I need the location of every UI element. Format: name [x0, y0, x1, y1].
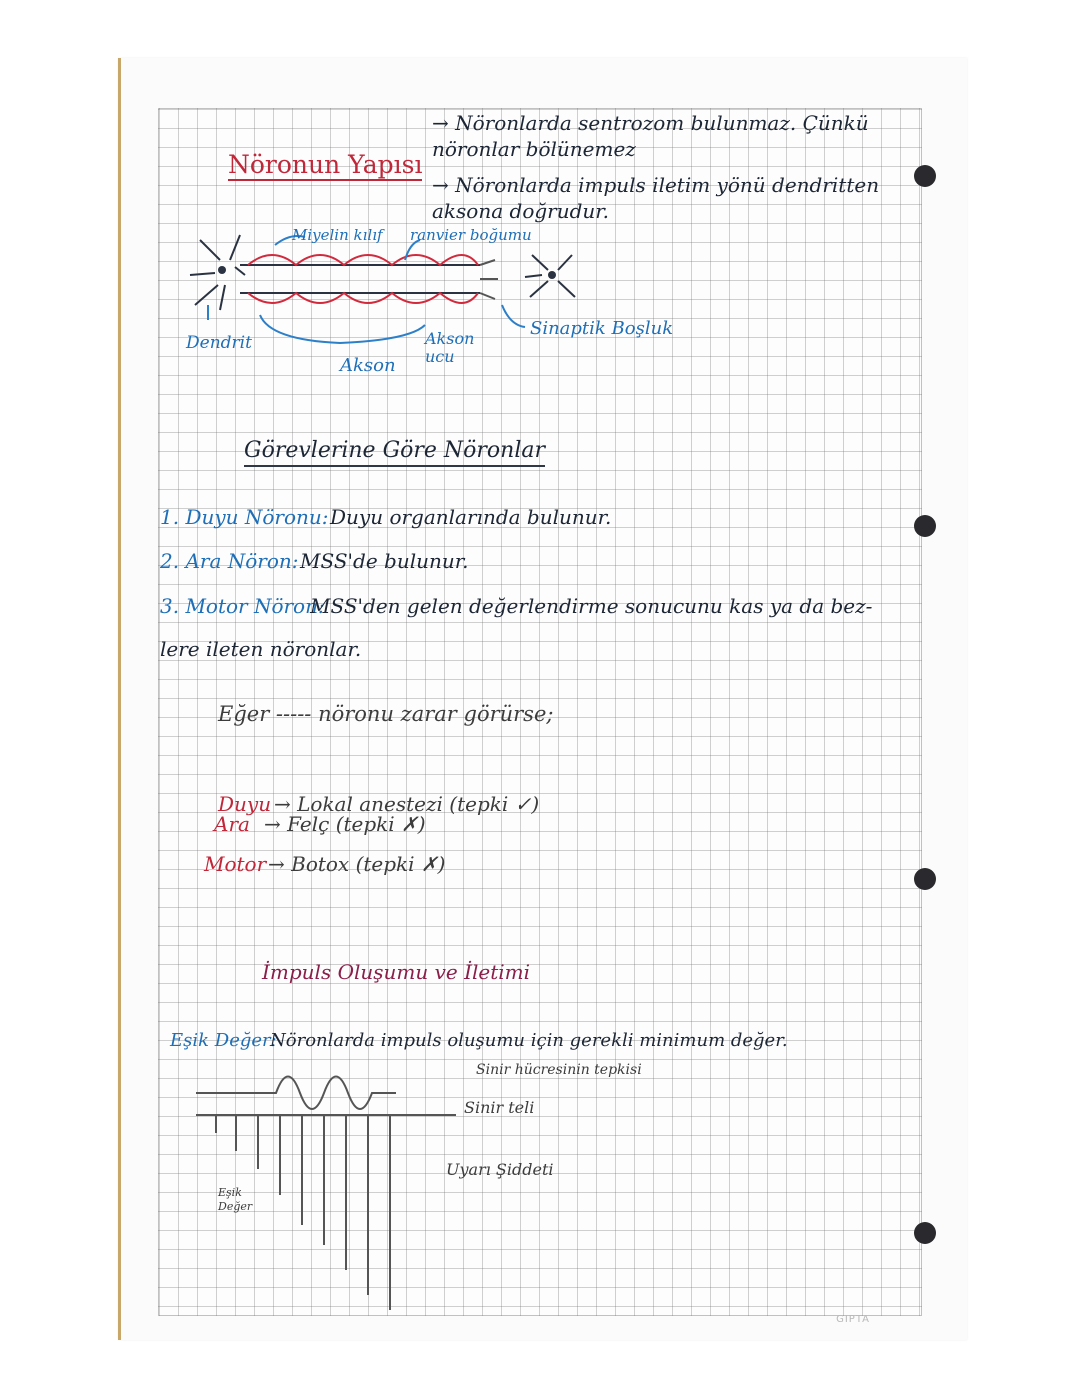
- motor-key: Motor: [204, 852, 267, 876]
- response-wave: [196, 1077, 396, 1110]
- akson-brace: [260, 315, 425, 343]
- duyu-key: Duyu: [218, 792, 272, 816]
- ara-key: Ara: [214, 812, 250, 836]
- ara-val: → Felç (tepki ✗): [264, 812, 426, 836]
- label-siddet: Uyarı Şiddeti: [446, 1160, 554, 1179]
- item2-text: MSS'de bulunur.: [300, 549, 469, 573]
- motor-val: → Botox (tepki ✗): [268, 852, 446, 876]
- note-sentrozom: → Nöronlarda sentrozom bulunmaz. Çünkü nöronlar bölünemez: [432, 111, 869, 161]
- esik-text: Nöronlarda impuls oluşumu için gerekli minimum değer.: [270, 1030, 788, 1051]
- axon-lines: [240, 265, 480, 293]
- duyu-val: → Lokal anestezi (tepki ✓): [274, 792, 540, 816]
- item2-label: 2. Ara Nöron:: [160, 549, 299, 573]
- item3-cont: lere ileten nöronlar.: [160, 637, 362, 661]
- label-tepki: Sinir hücresinin tepkisi: [476, 1062, 642, 1078]
- myelin-upper: [248, 255, 478, 265]
- binder-hole: [914, 165, 936, 187]
- item3-label: 3. Motor Nöron:: [160, 594, 325, 618]
- axon-terminal: [480, 260, 498, 299]
- label-akson: Akson: [340, 355, 396, 376]
- item1-label: 1. Duyu Nöronu:: [160, 505, 329, 529]
- section-title-gorevler: Görevlerine Göre Nöronlar: [244, 438, 545, 467]
- label-miyelin: Miyelin kılıf: [292, 226, 383, 244]
- note-impuls-direction: → Nöronlarda impuls iletim yönü dendritten aksona doğrudur.: [432, 173, 880, 223]
- item1-text: Duyu organlarında bulunur.: [330, 505, 612, 529]
- label-ranvier: ranvier boğumu: [410, 226, 532, 244]
- impuls-title: İmpuls Oluşumu ve İletimi: [262, 960, 531, 984]
- title-noron-yapisi: Nöronun Yapısı: [228, 150, 423, 179]
- brand-mark: GIPTA: [836, 1314, 870, 1325]
- label-dendrit: Dendrit: [186, 333, 252, 353]
- binder-hole: [914, 1222, 936, 1244]
- label-akson-ucu: Akson ucu: [425, 329, 475, 366]
- label-esik: Eşik Değer: [218, 1186, 253, 1213]
- label-teli: Sinir teli: [464, 1098, 535, 1117]
- esik-label: Eşik Değer:: [170, 1030, 277, 1051]
- binder-hole: [914, 868, 936, 890]
- dendrite-branches: [190, 235, 245, 310]
- sinaptik-pointer: [502, 305, 525, 327]
- binder-hole: [914, 515, 936, 537]
- eger-line: Eğer ----- nöronu zarar görürse;: [218, 702, 554, 726]
- item3-text: MSS'den gelen değerlendirme sonucunu kas ya da bez-: [310, 594, 873, 618]
- nucleus-dot: [218, 266, 226, 274]
- label-sinaptik: Sinaptik Boşluk: [530, 318, 674, 339]
- myelin-lower: [248, 293, 478, 303]
